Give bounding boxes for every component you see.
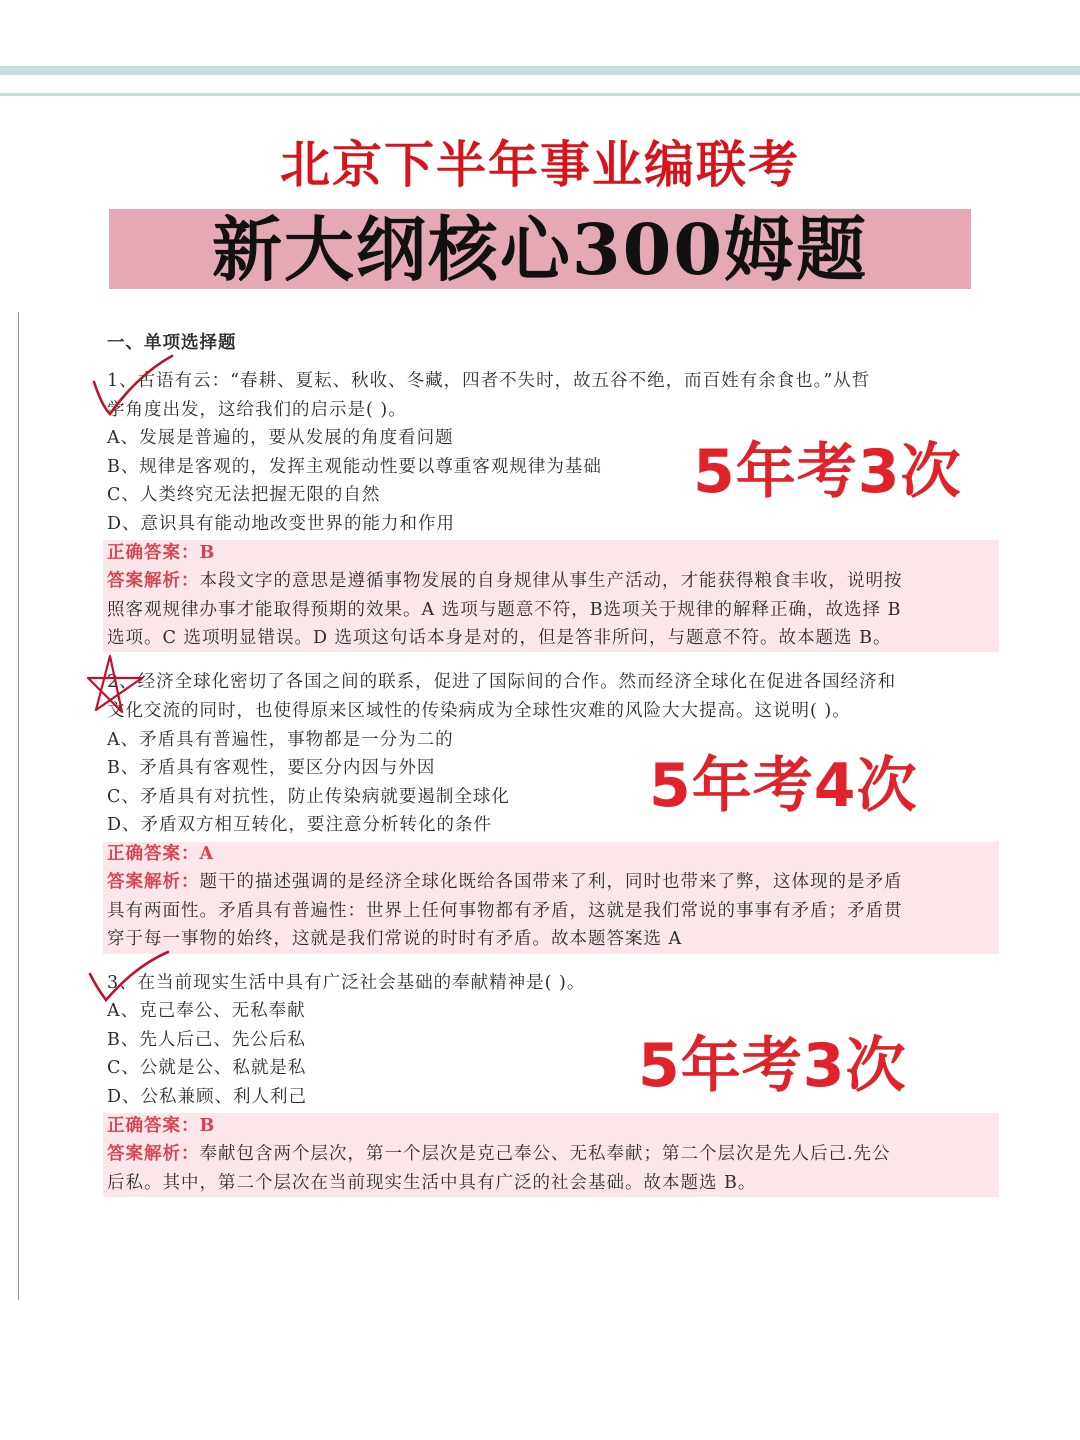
answer-label: 正确答案：: [107, 1116, 200, 1136]
question-1-stem-line-1: 1、古语有云：“春耕、夏耘、秋收、冬藏，四者不失时，故五谷不绝，而百姓有余食也。”从哲: [107, 371, 871, 391]
question-1-option-c: C、人类终究无法把握无限的自然: [107, 485, 381, 505]
answer-label: 正确答案：: [107, 543, 200, 563]
question-3-option-d: D、公私兼顾、利人利己: [107, 1087, 308, 1107]
question-1-analysis-line-2: 照客观规律办事才能取得预期的效果。A 选项与题意不符，B选项关于规律的解释正确，故选择 B: [107, 600, 902, 620]
question-3-stem-line-1: 3、在当前现实生活中具有广泛社会基础的奉献精神是( )。: [107, 973, 586, 993]
question-2-stem-line-1: 2、经济全球化密切了各国之间的联系，促进了国际间的合作。然而经济全球化在促进各国经济和: [107, 672, 897, 692]
question-1-frequency-note: 5年考3次: [693, 437, 962, 507]
answer-value: B: [199, 543, 216, 563]
page-subtitle: 新大纲核心300姆题: [211, 208, 869, 291]
check-mark-icon: [86, 948, 176, 1008]
question-3-option-c: C、公就是公、私就是私: [107, 1058, 307, 1078]
question-1-stem-line-2: 学角度出发，这给我们的启示是( )。: [107, 400, 407, 420]
question-2-option-c: C、矛盾具有对抗性，防止传染病就要遏制全球化: [107, 787, 510, 807]
analysis-label: 答案解析：: [107, 571, 200, 591]
question-2-frequency-note: 5年考4次: [649, 751, 918, 821]
question-3-frequency-note: 5年考3次: [638, 1031, 907, 1101]
question-2-option-a: A、矛盾具有普遍性，事物都是一分为二的: [107, 730, 454, 750]
analysis-text: 题干的描述强调的是经济全球化既给各国带来了利，同时也带来了弊，这体现的是矛盾: [199, 872, 903, 892]
question-1-option-b: B、规律是客观的，发挥主观能动性要以尊重客观规律为基础: [107, 457, 602, 477]
question-3-analysis-line-2: 后私。其中，第二个层次在当前现实生活中具有广泛的社会基础。故本题选 B。: [107, 1173, 757, 1193]
check-mark-icon: [88, 352, 178, 422]
answer-label: 正确答案：: [107, 844, 200, 864]
question-3-analysis-line-1: [107, 1140, 891, 1169]
question-2-option-d: D、矛盾双方相互转化，要注意分析转化的条件: [107, 815, 493, 835]
analysis-label: 答案解析：: [107, 872, 200, 892]
page-title: 北京下半年事业编联考: [280, 136, 800, 194]
question-1-analysis-line-3: 选项。C 选项明显错误。D 选项这句话本身是对的，但是答非所问，与题意不符。故本题选 B。: [107, 628, 892, 648]
question-1-answer: [107, 539, 215, 568]
question-2-analysis-line-1: [107, 868, 903, 897]
star-mark-icon: [82, 652, 152, 722]
analysis-label: 答案解析：: [107, 1144, 200, 1164]
question-1-analysis-line-1: [107, 567, 903, 596]
question-3-option-a: A、克己奉公、无私奉献: [107, 1001, 306, 1021]
section-heading: 一、单项选择题: [107, 333, 237, 353]
question-3-option-b: B、先人后己、先公后私: [107, 1030, 306, 1050]
question-2-analysis-line-3: 穿于每一事物的始终，这就是我们常说的时时有矛盾。故本题答案选 A: [107, 929, 683, 949]
question-3-answer: [107, 1112, 215, 1141]
question-1-option-a: A、发展是普遍的，要从发展的角度看问题: [107, 428, 454, 448]
question-2-answer: [107, 840, 214, 869]
analysis-text: 本段文字的意思是遵循事物发展的自身规律从事生产活动，才能获得粮食丰收，说明按: [199, 571, 903, 591]
question-2-option-b: B、矛盾具有客观性，要区分内因与外因: [107, 758, 436, 778]
question-1-option-d: D、意识具有能动地改变世界的能力和作用: [107, 514, 456, 534]
question-2-analysis-line-2: 具有两面性。矛盾具有普遍性：世界上任何事物都有矛盾，这就是我们常说的事事有矛盾；矛盾贯: [107, 901, 903, 921]
question-2-stem-line-2: 文化交流的同时，也使得原来区域性的传染病成为全球性灾难的风险大大提高。这说明( )。: [107, 701, 851, 721]
analysis-text: 奉献包含两个层次，第一个层次是克己奉公、无私奉献；第二个层次是先人后己.先公: [199, 1144, 891, 1164]
answer-value: A: [199, 844, 215, 864]
answer-value: B: [199, 1116, 216, 1136]
